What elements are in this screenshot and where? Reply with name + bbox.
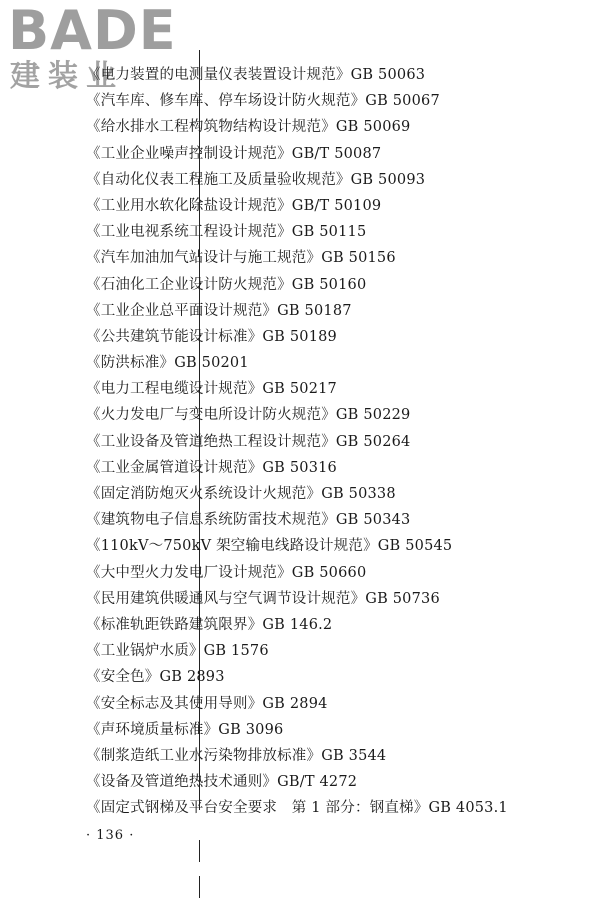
list-item: 《工业企业噪声控制设计规范》GB/T 50087: [86, 145, 382, 162]
list-item: 《石油化工企业设计防火规范》GB 50160: [86, 276, 367, 293]
list-item: 《公共建筑节能设计标准》GB 50189: [86, 328, 337, 345]
list-item: 《工业锅炉水质》GB 1576: [86, 643, 269, 660]
scan-gutter-mark-2: [199, 876, 200, 898]
list-item: 《电力装置的电测量仪表装置设计规范》GB 50063: [86, 67, 426, 83]
list-item: 《自动化仪表工程施工及质量验收规范》GB 50093: [86, 171, 426, 188]
list-item: 《声环境质量标准》GB 3096: [86, 721, 284, 738]
list-item: 《大中型火力发电厂设计规范》GB 50660: [86, 564, 367, 581]
list-item: 《110kV～750kV 架空输电线路设计规范》GB 50545: [86, 538, 453, 555]
list-item: 《民用建筑供暖通风与空气调节设计规范》GB 50736: [86, 590, 440, 607]
list-item: 《工业金属管道设计规范》GB 50316: [86, 459, 337, 476]
list-item: 《固定式钢梯及平台安全要求 第 1 部分：钢直梯》GB 4053.1: [86, 800, 508, 817]
list-item: 《安全标志及其使用导则》GB 2894: [86, 695, 328, 712]
list-item: 《工业企业总平面设计规范》GB 50187: [86, 302, 352, 319]
list-item: 《汽车库、修车库、停车场设计防火规范》GB 50067: [86, 93, 440, 110]
list-item: 《火力发电厂与变电所设计防火规范》GB 50229: [86, 407, 411, 424]
list-item: 《安全色》GB 2893: [86, 669, 225, 686]
scan-gutter-mark-1: [199, 840, 200, 862]
standards-list: [86, 62, 508, 821]
list-item: 《建筑物电子信息系统防雷技术规范》GB 50343: [86, 512, 411, 529]
list-item: 《给水排水工程构筑物结构设计规范》GB 50069: [86, 119, 411, 136]
list-item: 《固定消防炮灭火系统设计火规范》GB 50338: [86, 486, 396, 502]
watermark-subtitle: 建装业: [10, 59, 124, 94]
list-item: 《工业用水软化除盐设计规范》GB/T 50109: [86, 197, 382, 214]
list-item: 《工业设备及管道绝热工程设计规范》GB 50264: [86, 433, 411, 450]
watermark-brand: BADE: [8, 0, 177, 62]
list-item: 《制浆造纸工业水污染物排放标准》GB 3544: [86, 747, 387, 764]
list-item: 《工业电视系统工程设计规范》GB 50115: [86, 224, 367, 241]
list-item: 《标准轨距铁路建筑限界》GB 146.2: [86, 616, 333, 633]
page-number: · 136 ·: [86, 828, 135, 843]
list-item: 《设备及管道绝热技术通则》GB/T 4272: [86, 774, 358, 791]
list-item: 《电力工程电缆设计规范》GB 50217: [86, 381, 337, 398]
list-item: 《防洪标准》GB 50201: [86, 355, 249, 372]
list-item: 《汽车加油加气站设计与施工规范》GB 50156: [86, 250, 396, 267]
